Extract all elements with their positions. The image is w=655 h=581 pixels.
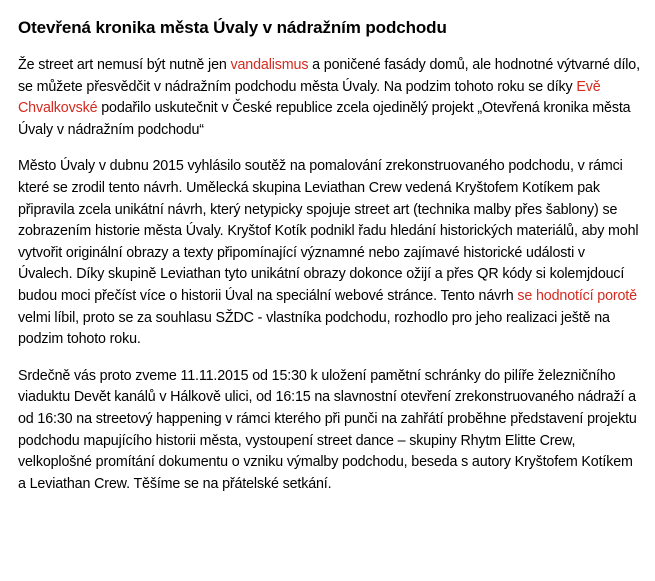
paragraph-text: podařilo uskutečnit v České republice zcela ojedinělý projekt „Otevřená kronika města Úvaly v nádražním podchodu“ (18, 100, 631, 138)
link-vandalismus[interactable]: vandalismus (230, 57, 309, 73)
paragraph-text: Že street art nemusí být nutně jen (18, 57, 231, 73)
paragraph-text: a poničené fasády domů, ale hodnotné výtvarné dílo, se můžete přesvědčit v nádražním podchodu města Úvaly. Na podzim tohoto roku se díky (18, 57, 640, 95)
paragraph-invitation (18, 366, 641, 496)
link-hodnotici-porota[interactable]: se hodnotící porotě (517, 287, 637, 304)
paragraph-competition (18, 156, 641, 350)
paragraph-intro (18, 55, 641, 141)
article-title: Otevřená kronika města Úvaly v nádražním podchodu (18, 18, 447, 37)
paragraph-text: velmi líbil, proto se za souhlasu SŽDC - vlastníka podchodu, rozhodlo pro jeho realizaci ještě na podzim tohoto roku. (18, 309, 610, 348)
paragraph-text: Srdečně vás proto zveme 11.11.2015 od 15:30 k uložení pamětní schránky do pilíře železničního viaduktu Devět kanálů v Hálkově ulici, od 16:15 na slavnostní otevření zrekonstruovaného nádraží a od 16:30 na streetový happening v rámci kterého při punči na zahřátí proběhne představení projektu podchodu mapujícího historii města, vystoupení street dance – skupiny Rhytm Elitte Crew, velkoplošné promítání dokumentu o vzniku výmalby podchodu, beseda s autory Kryštofem Kotíkem a Leviathan Crew. Těšíme se na přátelské setkání. (18, 367, 637, 492)
paragraph-text: Město Úvaly v dubnu 2015 vyhlásilo soutěž na pomalování zrekonstruovaného podchodu, v rámci které se zrodil tento návrh. Umělecká skupina Leviathan Crew vedená Kryštofem Kotíkem pak připravila zcela unikátní návrh, který netypicky spojuje street art (technika malby přes šablony) se zobrazením historie města Úvaly. Kryštof Kotík podnikl řadu hledání historických materiálů, aby mohl vytvořit originální obrazy a texty připomínající významné nebo zajímavé historické události v Úvalech. Díky skupině Leviathan tyto unikátní obrazy dokonce ožijí a přes QR kódy si kolemjdoucí budou moci přečíst více o historii Úval na speciální webové stránce. Tento návrh (18, 158, 639, 304)
link-eva-chvalkovska[interactable]: Evě Chvalkovské (18, 78, 601, 117)
